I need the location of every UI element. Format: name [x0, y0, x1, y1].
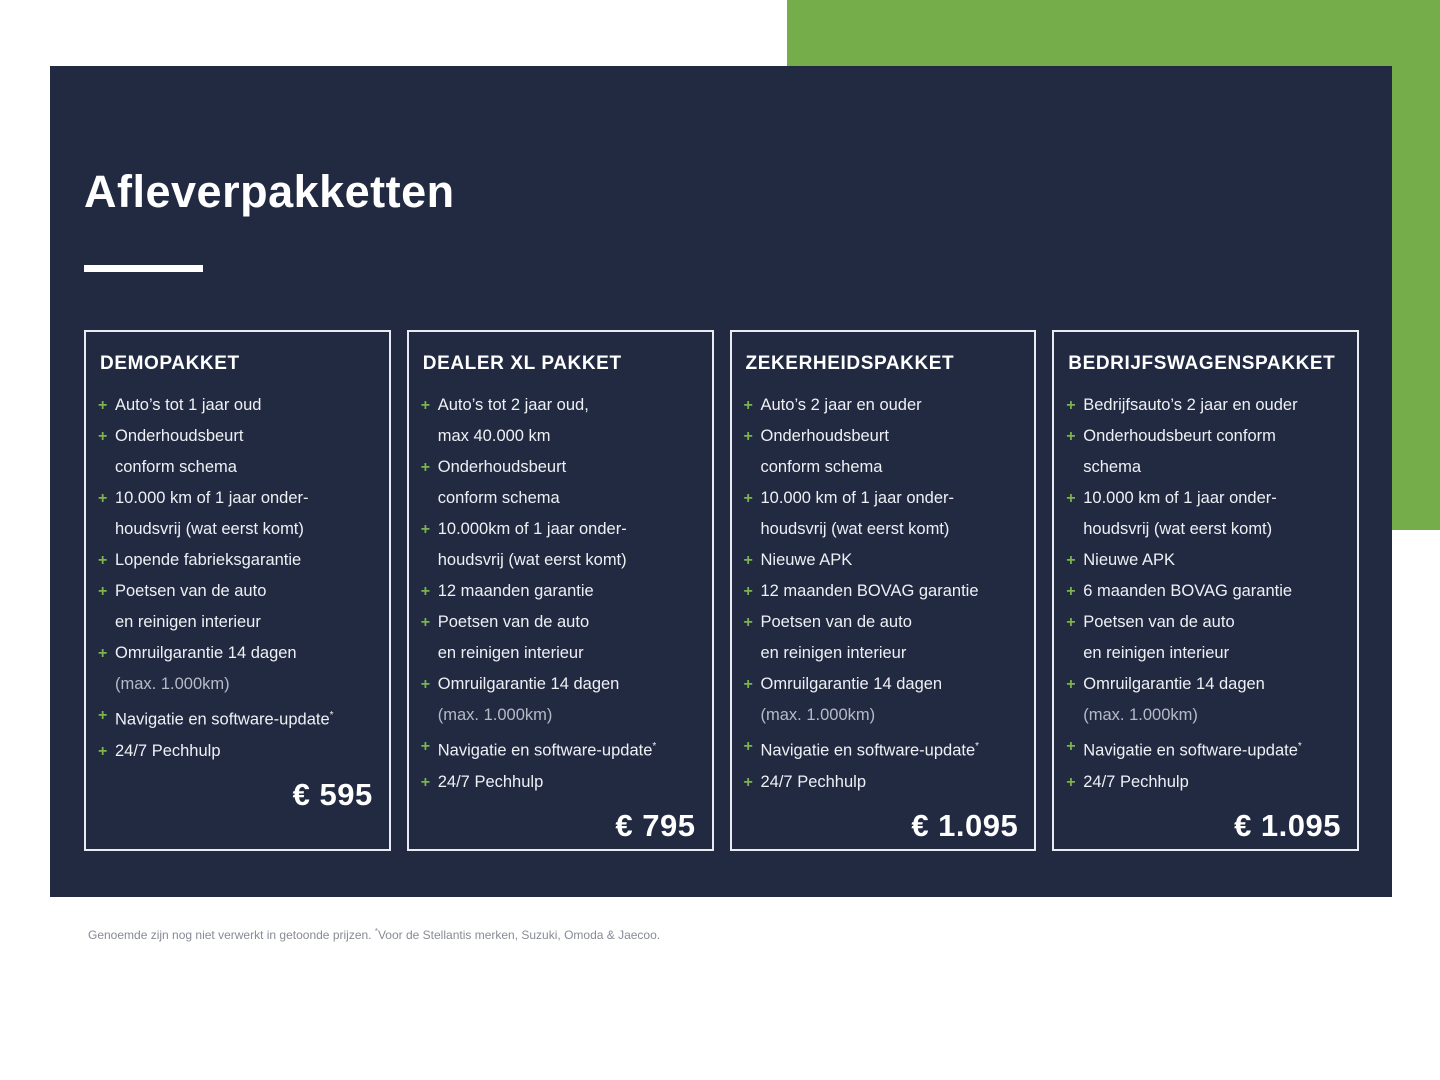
item-text — [115, 736, 377, 767]
package-item — [744, 767, 1023, 798]
item-line: Omruilgarantie 14 dagen — [760, 675, 943, 693]
package-item — [421, 514, 700, 576]
package-item — [744, 576, 1023, 607]
item-line: Auto’s tot 1 jaar oud — [115, 396, 262, 414]
plus-icon: + — [1066, 397, 1076, 414]
plus-icon: + — [1066, 583, 1076, 600]
item-line: Navigatie en software-update* — [1083, 741, 1302, 760]
item-text — [1083, 767, 1345, 798]
item-line: 10.000 km of 1 jaar onder- — [115, 489, 309, 507]
plus-icon: + — [98, 428, 108, 445]
item-line: houdsvrij (wat eerst komt) — [437, 551, 627, 569]
package-item — [98, 421, 377, 483]
package-item — [1066, 483, 1345, 545]
plus-icon: + — [743, 773, 753, 791]
item-text — [761, 731, 1023, 767]
package-item — [1066, 767, 1345, 798]
package-item — [421, 390, 700, 452]
plus-icon: + — [1066, 428, 1076, 445]
footnote-text: Genoemde zijn nog niet verwerkt in getoonde prijzen. — [88, 928, 375, 942]
item-line: Navigatie en software-update* — [760, 741, 980, 760]
package-item — [98, 483, 377, 545]
item-line: Poetsen van de auto — [1083, 613, 1235, 631]
item-line: en reinigen interieur — [760, 644, 907, 662]
item-text — [115, 700, 377, 736]
package-item — [98, 700, 377, 736]
plus-icon: + — [743, 614, 753, 631]
plus-icon: + — [743, 583, 753, 600]
item-line: conform schema — [760, 458, 883, 476]
item-line: Onderhoudsbeurt conform — [1083, 427, 1276, 445]
package-item — [421, 731, 700, 767]
item-line: (max. 1.000km) — [115, 675, 230, 693]
footnote — [88, 924, 660, 943]
asterisk-note: * — [975, 741, 980, 752]
package-item — [744, 669, 1023, 731]
item-line: 24/7 Pechhulp — [437, 772, 544, 791]
footnote-text-2: Voor de Stellantis merken, Suzuki, Omoda & Jaecoo. — [377, 928, 661, 942]
footnote-asterisk: * — [374, 927, 378, 936]
item-text — [1083, 421, 1345, 483]
item-text — [438, 731, 700, 767]
item-line: Lopende fabrieksgarantie — [115, 551, 302, 569]
item-text — [115, 638, 377, 700]
item-line: (max. 1.000km) — [1083, 706, 1198, 724]
plus-icon: + — [98, 707, 108, 724]
package-item — [744, 483, 1023, 545]
item-line: 10.000 km of 1 jaar onder- — [760, 489, 955, 507]
item-line: Poetsen van de auto — [115, 582, 267, 600]
item-line: 24/7 Pechhulp — [115, 741, 221, 760]
item-text — [438, 669, 700, 731]
package-item — [421, 767, 700, 798]
item-line: Navigatie en software-update* — [437, 741, 657, 760]
item-text — [438, 390, 700, 452]
item-line: Onderhoudsbeurt — [760, 427, 889, 445]
package-item — [1066, 390, 1345, 421]
item-text — [115, 576, 377, 638]
asterisk-note: * — [1297, 741, 1302, 752]
package-item — [421, 576, 700, 607]
item-line: 24/7 Pechhulp — [760, 772, 867, 791]
item-line: Auto’s 2 jaar en ouder — [760, 396, 922, 414]
item-text — [115, 421, 377, 483]
item-line: (max. 1.000km) — [760, 706, 876, 724]
package-item — [421, 452, 700, 514]
item-text — [761, 767, 1023, 798]
package-card — [730, 330, 1037, 851]
package-item — [744, 545, 1023, 576]
package-price: € 795 — [615, 807, 696, 843]
package-item — [744, 390, 1023, 421]
item-text — [1083, 731, 1345, 767]
package-item-list — [744, 390, 1023, 798]
plus-icon: + — [1066, 552, 1076, 569]
plus-icon: + — [420, 738, 431, 755]
package-item — [98, 545, 377, 576]
item-text — [438, 514, 700, 576]
package-item — [1066, 607, 1345, 669]
plus-icon: + — [98, 397, 108, 414]
package-item — [1066, 421, 1345, 483]
package-item — [744, 607, 1023, 669]
item-line: houdsvrij (wat eerst komt) — [760, 520, 950, 538]
packages-panel — [50, 66, 1392, 897]
plus-icon: + — [98, 490, 108, 507]
item-line: Poetsen van de auto — [437, 613, 590, 631]
package-item — [1066, 576, 1345, 607]
plus-icon: + — [743, 552, 753, 569]
page-title: Afleverpakketten — [84, 166, 455, 217]
package-item — [1066, 731, 1345, 767]
item-line: en reinigen interieur — [437, 644, 584, 662]
item-line: 6 maanden BOVAG garantie — [1083, 582, 1293, 600]
item-line: Omruilgarantie 14 dagen — [1083, 675, 1265, 693]
plus-icon: + — [1066, 490, 1076, 507]
item-text — [115, 390, 377, 421]
package-title: BEDRIJFSWAGENSPAKKET — [1068, 353, 1336, 374]
package-item — [1066, 669, 1345, 731]
item-line: Nieuwe APK — [1083, 551, 1175, 569]
item-text — [438, 576, 700, 607]
plus-icon: + — [420, 583, 431, 600]
plus-icon: + — [743, 676, 753, 693]
package-item — [1066, 545, 1345, 576]
package-item-list — [1066, 390, 1345, 798]
item-text — [761, 545, 1023, 576]
item-text — [1083, 483, 1345, 545]
item-line: Onderhoudsbeurt — [115, 427, 244, 445]
package-card — [1052, 330, 1359, 851]
item-line: 12 maanden BOVAG garantie — [760, 582, 979, 600]
package-price: € 1.095 — [1234, 807, 1341, 843]
package-title: DEALER XL PAKKET — [422, 353, 622, 374]
package-item — [421, 607, 700, 669]
item-text — [438, 767, 700, 798]
item-text — [761, 483, 1023, 545]
item-text — [1083, 576, 1345, 607]
plus-icon: + — [420, 521, 431, 538]
item-line: (max. 1.000km) — [437, 706, 553, 724]
item-text — [1083, 607, 1345, 669]
plus-icon: + — [1066, 614, 1076, 631]
item-line: max 40.000 km — [437, 427, 551, 445]
item-line: 10.000 km of 1 jaar onder- — [1083, 489, 1277, 507]
item-line: 12 maanden garantie — [437, 582, 594, 600]
item-line: en reinigen interieur — [1083, 644, 1230, 662]
item-line: conform schema — [437, 489, 560, 507]
plus-icon: + — [98, 742, 108, 760]
item-line: Poetsen van de auto — [760, 613, 912, 631]
plus-icon: + — [1066, 738, 1076, 755]
plus-icon: + — [98, 552, 108, 569]
item-line: en reinigen interieur — [115, 613, 261, 631]
asterisk-note: * — [652, 741, 657, 752]
item-text — [1083, 669, 1345, 731]
plus-icon: + — [420, 459, 431, 476]
package-card — [84, 330, 391, 851]
package-price: € 1.095 — [911, 807, 1019, 843]
plus-icon: + — [98, 645, 108, 662]
package-item — [98, 576, 377, 638]
item-text — [115, 545, 377, 576]
item-line: Onderhoudsbeurt — [437, 458, 567, 476]
item-line: houdsvrij (wat eerst komt) — [115, 520, 304, 538]
item-line: Nieuwe APK — [760, 551, 853, 569]
item-line: schema — [1083, 458, 1142, 476]
package-item — [421, 669, 700, 731]
item-text — [438, 607, 700, 669]
plus-icon: + — [420, 773, 431, 791]
plus-icon: + — [1066, 676, 1076, 693]
package-title: DEMOPAKKET — [100, 353, 240, 374]
plus-icon: + — [98, 583, 108, 600]
plus-icon: + — [420, 614, 431, 631]
item-line: Navigatie en software-update* — [115, 710, 334, 729]
package-item-list — [98, 390, 377, 767]
package-title: ZEKERHEIDSPAKKET — [745, 353, 955, 374]
package-price: € 595 — [292, 776, 373, 812]
plus-icon: + — [420, 676, 431, 693]
item-text — [1083, 545, 1345, 576]
asterisk-note: * — [329, 710, 334, 721]
plus-icon: + — [743, 490, 753, 507]
package-item — [744, 731, 1023, 767]
item-line: Omruilgarantie 14 dagen — [437, 675, 620, 693]
package-item — [98, 390, 377, 421]
item-text — [1083, 390, 1345, 421]
item-text — [761, 669, 1023, 731]
plus-icon: + — [743, 397, 753, 414]
package-item — [98, 736, 377, 767]
item-line: Auto’s tot 2 jaar oud, — [437, 396, 589, 414]
item-text — [761, 421, 1023, 483]
package-item — [98, 638, 377, 700]
item-line: houdsvrij (wat eerst komt) — [1083, 520, 1273, 538]
item-text — [115, 483, 377, 545]
item-line: conform schema — [115, 458, 237, 476]
package-cards — [84, 330, 1359, 851]
title-underline — [84, 265, 203, 272]
plus-icon: + — [420, 397, 431, 414]
item-text — [761, 607, 1023, 669]
package-item-list — [421, 390, 700, 798]
item-line: Bedrijfsauto’s 2 jaar en ouder — [1083, 396, 1298, 414]
item-line: Omruilgarantie 14 dagen — [115, 644, 297, 662]
item-text — [761, 390, 1023, 421]
plus-icon: + — [743, 738, 753, 755]
item-text — [761, 576, 1023, 607]
item-text — [438, 452, 700, 514]
item-line: 10.000km of 1 jaar onder- — [437, 520, 627, 538]
item-line: 24/7 Pechhulp — [1083, 772, 1189, 791]
plus-icon: + — [743, 428, 753, 445]
package-item — [744, 421, 1023, 483]
plus-icon: + — [1066, 773, 1076, 791]
package-card — [407, 330, 714, 851]
